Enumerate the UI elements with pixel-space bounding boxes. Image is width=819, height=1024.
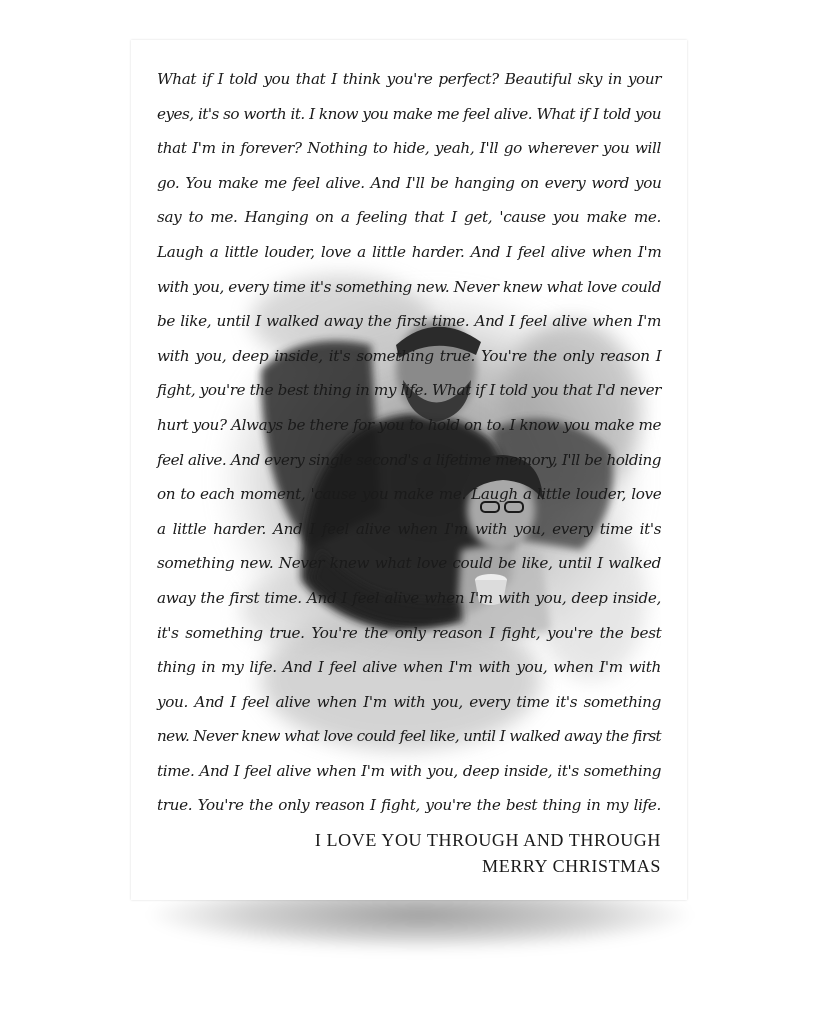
lyric-line: with you, every time it's something new. Never knew what love could [157,277,661,296]
lyric-line: a little harder. And I feel alive when I'm with you, every time it's [157,519,662,538]
headline-love: I LOVE YOU THROUGH AND THROUGH [314,830,661,850]
poster-headline [315,827,661,879]
lyric-line: time. And I feel alive when I'm with you, deep inside, it's something [157,761,662,780]
lyric-line: fight, you're the best thing in my life. What if I told you that I'd never [157,381,661,400]
lyric-line: hurt you? Always be there for you to hold on to. I know you make me [157,415,661,434]
lyric-line: feel alive. And every single second's a lifetime memory, I'll be holding [157,450,661,469]
lyrics-text [157,62,661,823]
lyric-line: with you, deep inside, it's something true. You're the only reason I [157,346,662,365]
lyric-line: eyes, it's so worth it. I know you make me feel alive. What if I told you [157,104,661,123]
poster [131,40,687,900]
lyric-line: you. And I feel alive when I'm with you, every time it's something [157,692,661,711]
lyric-line: go. You make me feel alive. And I'll be hanging on every word you [157,173,662,192]
lyric-line: What if I told you that I think you're perfect? Beautiful sky in your [157,70,662,88]
headline-christmas: MERRY CHRISTMAS [482,856,661,876]
lyric-line: true. You're the only reason I fight, you're the best thing in my life. [157,796,661,815]
lyric-line: new. Never knew what love could feel like, until I walked away the first [157,727,661,746]
lyric-line: away the first time. And I feel alive when I'm with you, deep inside, [157,588,661,607]
lyric-line: something new. Never knew what love could be like, until I walked [157,554,661,573]
lyric-line: it's something true. You're the only reason I fight, you're the best [157,623,662,642]
lyric-line: that I'm in forever? Nothing to hide, yeah, I'll go wherever you will [157,139,662,158]
lyric-line: say to me. Hanging on a feeling that I get, 'cause you make me. [157,208,661,227]
lyric-line: thing in my life. And I feel alive when I'm with you, when I'm with [157,658,661,677]
lyric-line: be like, until I walked away the first time. And I feel alive when I'm [157,312,661,331]
lyric-line: Laugh a little louder, love a little harder. And I feel alive when I'm [157,242,662,261]
lyric-line: on to each moment, 'cause you make me. Laugh a little louder, love [157,485,662,504]
